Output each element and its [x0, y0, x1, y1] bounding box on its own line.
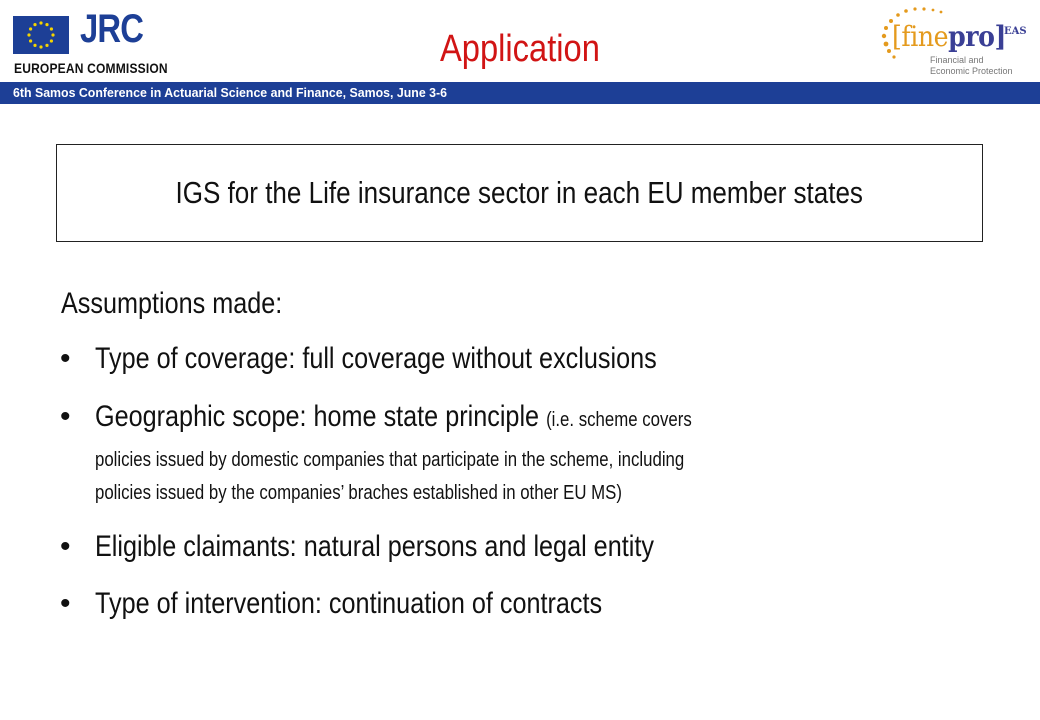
bullet-geographic-scope: Geographic scope: home state principle (i.e. scheme covers: [95, 400, 692, 433]
bullet-coverage: Type of coverage: full coverage without exclusions: [95, 342, 657, 375]
conference-banner-text: 6th Samos Conference in Actuarial Science and Finance, Samos, June 3-6: [13, 85, 448, 100]
finepro-wordmark: [finepro]: [892, 20, 1006, 53]
bullet-intervention: Type of intervention: continuation of contracts: [95, 587, 603, 620]
bullet-dot: •: [60, 587, 71, 620]
bullet-dot: •: [60, 400, 71, 433]
topic-box-text: IGS for the Life insurance sector in each EU member states: [175, 175, 864, 210]
geographic-note-line3: policies issued by the companies’ braches established in other EU MS): [95, 482, 622, 504]
bullet-eligible-claimants: Eligible claimants: natural persons and legal entity: [95, 530, 654, 563]
bullet-dot: •: [60, 530, 71, 563]
geographic-note-line2: policies issued by domestic companies that participate in the scheme, including: [95, 449, 685, 471]
slide-title: Application: [440, 28, 600, 70]
assumptions-heading: Assumptions made:: [61, 287, 283, 320]
topic-box: [56, 144, 983, 242]
european-commission-text: EUROPEAN COMMISSION: [14, 60, 168, 76]
conference-banner: [0, 82, 1040, 104]
finepro-logo: [878, 6, 1038, 80]
bullet-dot: •: [60, 342, 71, 375]
finepro-subtitle: Financial and Economic Protection: [930, 55, 1013, 76]
finepro-eas: EAS: [1004, 26, 1027, 37]
jrc-logo-text: JRC: [80, 7, 144, 51]
